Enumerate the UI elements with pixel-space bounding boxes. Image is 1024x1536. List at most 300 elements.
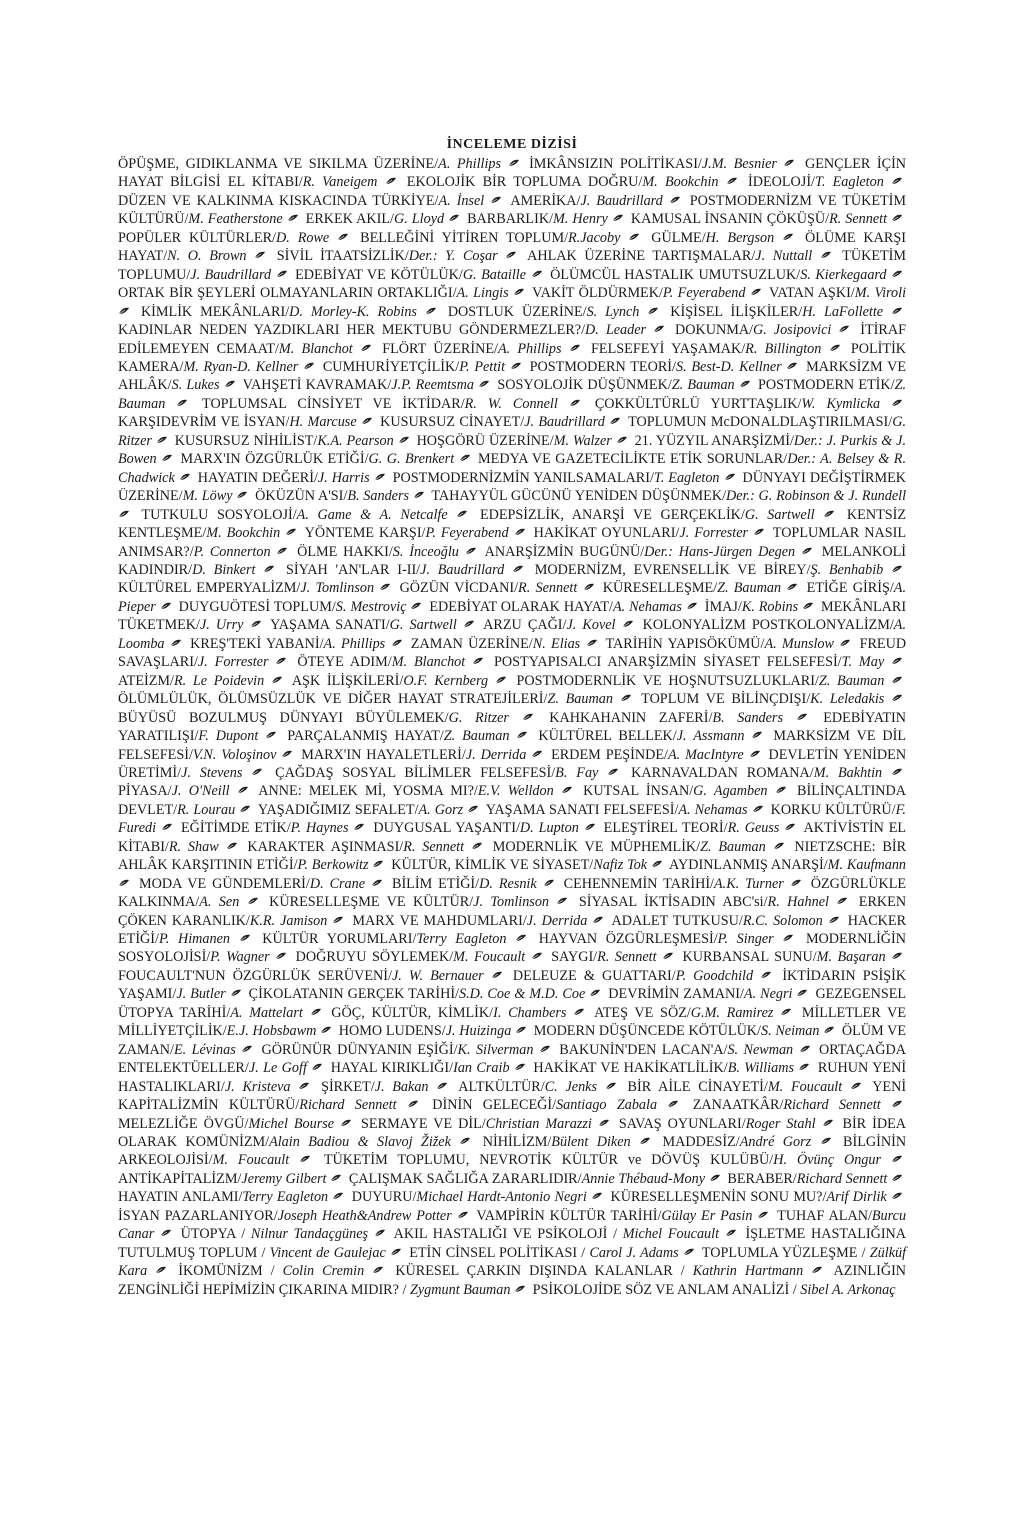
book-author: H. Övünç Ongur: [773, 1152, 882, 1169]
leaf-icon: [118, 507, 133, 524]
leaf-icon: [598, 1116, 613, 1133]
leaf-icon: [753, 525, 768, 542]
book-title: SAVAŞ OYUNLARI/: [618, 1115, 746, 1132]
book-author: P. Himanen: [158, 931, 230, 948]
leaf-icon: [372, 1263, 387, 1280]
leaf-icon: [561, 783, 576, 800]
book-author: R. Vaneigem: [302, 174, 378, 191]
leaf-icon: [620, 691, 635, 708]
book-entry: [494, 654, 884, 670]
book-title: KARNAVALDAN ROMANA/: [631, 764, 814, 781]
book-entry: [118, 1208, 452, 1224]
book-title: POSTMODERNİZM VE TÜKETİM KÜLTÜRÜ/: [118, 192, 907, 228]
book-entry: [651, 230, 774, 246]
book-title: ÖTEYE ADIM/: [297, 654, 392, 671]
book-author: V.N. Voloşinov: [192, 746, 277, 763]
book-entry: [631, 765, 882, 781]
leaf-icon: [798, 1060, 813, 1077]
leaf-icon: [784, 820, 799, 837]
book-entry: [392, 876, 537, 892]
leaf-icon: [505, 248, 520, 265]
book-author: A. Nehamas: [612, 598, 682, 615]
book-entry: [118, 691, 613, 707]
book-title: POSTYAPISALCI ANARŞİZMİN SİYASET FELSEFESİ/: [494, 654, 842, 671]
book-entry: [485, 544, 795, 560]
book-author: D. Leader: [585, 322, 647, 339]
book-title: BİR İDEA OLARAK KOMÜNİZM/: [118, 1115, 906, 1151]
leaf-icon: [522, 710, 537, 727]
leaf-icon: [823, 507, 838, 524]
book-author: Roger Stahl: [745, 1115, 816, 1132]
leaf-icon: [510, 359, 525, 376]
book-author: G. Ritzer: [118, 414, 906, 449]
book-entry: [603, 580, 781, 596]
book-title: KREŞ'TEKİ YABANİ/: [190, 635, 324, 652]
book-entry: [270, 617, 457, 633]
leaf-icon: [160, 599, 175, 616]
book-author: M. Walzer: [553, 432, 612, 449]
book-author: P. Connerton: [193, 543, 271, 560]
leaf-icon: [757, 1208, 772, 1225]
leaf-icon: [838, 322, 853, 339]
book-entry: [380, 414, 605, 430]
book-author: K. Leledakis: [810, 691, 885, 708]
book-title: MARX VE MAHDUMLARI/: [352, 912, 527, 929]
book-entry: [476, 1208, 752, 1224]
book-title: KOLONYALİZM POSTKOLONYALİZM/: [642, 617, 894, 634]
book-author: S. Best-D. Kellner: [675, 358, 782, 375]
leaf-icon: [398, 433, 413, 450]
book-entry: [400, 580, 578, 596]
leaf-icon: [247, 894, 262, 911]
book-author: H. Marcuse: [289, 414, 357, 431]
leaf-icon: [385, 174, 400, 191]
leaf-icon: [410, 599, 425, 616]
book-author: Kathrin Hartmann: [692, 1263, 804, 1280]
leaf-icon: [379, 580, 394, 597]
book-author: J.P. Reemtsma: [391, 377, 474, 394]
book-title: KİŞİSEL İLİŞKİLER/: [670, 303, 803, 320]
leaf-icon: [573, 1005, 588, 1022]
book-entry: [619, 1116, 816, 1132]
leaf-icon: [276, 267, 291, 284]
leaf-icon: [361, 414, 376, 431]
leaf-icon: [586, 636, 601, 653]
book-title: CEHENNEMİN TARİHİ/: [563, 875, 714, 892]
book-author: M. Foucault: [212, 1152, 290, 1169]
book-title: HAKİKAT OYUNLARI/: [533, 525, 680, 542]
leaf-icon: [275, 949, 290, 966]
book-author: P. Singer: [717, 931, 774, 948]
leaf-icon: [891, 1171, 906, 1188]
book-title: KÜRESELLEŞME VE KÜLTÜR/: [269, 894, 474, 911]
leaf-icon: [179, 470, 194, 487]
leaf-icon: [425, 304, 440, 321]
book-author: M. Blanchot: [278, 340, 353, 357]
book-author: A. Gorz: [418, 801, 464, 818]
book-title: KÜLTÜREL BELLEK/: [538, 728, 677, 745]
book-author: Zülküf Kara: [118, 1244, 907, 1280]
leaf-icon: [371, 876, 386, 893]
book-author: M. Kaufmann: [827, 857, 907, 874]
book-author: A.K. Turner: [713, 875, 784, 892]
leaf-icon: [337, 230, 352, 247]
book-entry: [670, 304, 883, 320]
leaf-icon: [686, 599, 701, 616]
book-author: Z. Bauman: [717, 580, 782, 597]
leaf-icon: [340, 1116, 355, 1133]
book-title: DOSTLUK ÜZERİNE/: [447, 303, 587, 320]
book-author: Der.: Hans-Jürgen Degen: [644, 543, 796, 560]
leaf-icon: [829, 341, 844, 358]
book-author: E. Lévinas: [173, 1041, 236, 1058]
book-author: M. Viroli: [854, 285, 907, 302]
book-entry: [178, 1263, 364, 1279]
book-author: D. Lupton: [519, 820, 579, 837]
book-author: A. Lingis: [456, 285, 509, 302]
book-title: MARKSİZM VE AHLÂK/: [118, 358, 907, 394]
book-author: A. Munslow: [764, 635, 834, 652]
book-title: 21. YÜZYIL ANARŞİZMİ/: [634, 432, 794, 449]
leaf-icon: [391, 636, 406, 653]
book-entry: [693, 1097, 881, 1113]
leaf-icon: [459, 1134, 474, 1151]
book-title: VATAN AŞKI/: [768, 285, 855, 302]
book-title: POSTMODERN ETİK/: [758, 377, 895, 394]
leaf-icon: [751, 728, 766, 745]
book-entry: [559, 1042, 793, 1058]
book-author: A. Mattelart: [230, 1004, 303, 1021]
book-title: KUSURSUZ CİNAYET/: [380, 414, 525, 431]
book-title: MEDYA VE GAZETECİLİKTE ETİK SORUNLAR/: [478, 451, 788, 468]
leaf-icon: [531, 747, 546, 764]
book-author: T. Eagleton: [814, 174, 884, 191]
book-entry: [352, 1189, 587, 1205]
book-entry: [769, 285, 906, 301]
book-entry: [534, 1023, 820, 1039]
book-title: DUYGUÖTESİ TOPLUM/: [178, 598, 336, 615]
book-author: Colin Cremin: [282, 1263, 365, 1280]
book-entry: [297, 544, 459, 560]
book-title: ANARŞİZMİN BUGÜNÜ/: [484, 543, 645, 560]
leaf-icon: [251, 765, 266, 782]
book-author: Terry Eagleton: [416, 931, 507, 948]
book-entry: [118, 414, 357, 430]
book-title: TOPLUMLA YÜZLEŞME /: [701, 1244, 870, 1261]
book-author: F. Furedi: [118, 801, 906, 837]
leaf-icon: [891, 654, 906, 671]
book-title: MODERNİZM, EVRENSELLİK VE BİREY/: [534, 561, 811, 578]
book-author: J. Assmann: [676, 728, 745, 745]
leaf-icon: [725, 1226, 740, 1243]
leaf-icon: [332, 1189, 347, 1206]
book-title: PSİKOLOJİDE SÖZ VE ANLAM ANALİZİ /: [532, 1281, 801, 1298]
book-title: ERDEM PEŞİNDE/: [551, 746, 668, 763]
book-title: ALTKÜLTÜR/: [458, 1078, 545, 1095]
book-author: Santiago Zabala: [556, 1097, 658, 1114]
book-entry: [510, 193, 662, 209]
leaf-icon: [531, 267, 546, 284]
book-author: P. Pettit: [459, 358, 506, 375]
book-title: YAŞAMA SANATI FELSEFESİ/: [485, 801, 679, 818]
book-title: MODERNLİĞİN SOSYOLOJİSİ/: [118, 931, 907, 966]
book-author: D. Morley-K. Robins: [289, 303, 417, 320]
book-author: J. Derrida: [465, 746, 527, 763]
book-author: J. Urry: [199, 617, 244, 634]
leaf-icon: [752, 802, 767, 819]
book-entry: [458, 1079, 597, 1095]
leaf-icon: [467, 802, 482, 819]
book-title: TUTKULU SOSYOLOJİ/: [141, 506, 297, 523]
book-author: Der.: G. Robinson & J. Rundell: [726, 488, 907, 505]
book-title: ÇALIŞMAK SAĞLIĞA ZARARLIDIR/: [348, 1170, 582, 1187]
book-title: ÇAĞDAŞ SOSYAL BİLİMLER FELSEFESİ/: [275, 764, 556, 781]
book-entry: [611, 1189, 887, 1205]
book-entry: [118, 322, 646, 338]
book-entry: [255, 488, 409, 504]
book-author: J. Forrester: [197, 654, 269, 671]
book-author: M. Henry: [553, 211, 608, 228]
book-author: R. Billington: [745, 340, 822, 357]
book-title: EDEBİYAT OLARAK HAYAT/: [429, 598, 613, 615]
leaf-icon: [709, 1171, 724, 1188]
book-author: R. W. Connell: [464, 395, 558, 412]
book-entry: [530, 359, 782, 375]
leaf-icon: [226, 839, 241, 856]
book-title: BİLGİNİN ARKEOLOJİSİ/: [118, 1134, 907, 1169]
leaf-icon: [515, 931, 530, 948]
book-title: TOPLUMLAR NASIL ANIMSAR?/: [118, 525, 906, 560]
leaf-icon: [413, 488, 428, 505]
book-author: Ian Craib: [453, 1060, 510, 1077]
leaf-icon: [628, 230, 643, 247]
book-author: T. Eagleton: [653, 469, 720, 486]
book-title: YÖNTEME KARŞI/: [304, 525, 426, 542]
book-title: ÇOKKÜLTÜRLÜ YURTTAŞLIK/: [594, 395, 802, 412]
leaf-icon: [390, 1245, 405, 1262]
book-title: İKTİDARIN PSİŞİK YAŞAMI/: [118, 967, 907, 1003]
book-entry: [497, 377, 734, 393]
book-author: A. Sen: [199, 894, 240, 911]
book-entry: [296, 949, 526, 965]
book-entry: [675, 322, 831, 338]
book-author: F. Dupont: [198, 728, 259, 745]
book-entry: [534, 525, 748, 541]
book-entry: [748, 174, 884, 190]
book-entry: [258, 783, 553, 799]
book-title: ETİĞE GİRİŞ/: [806, 580, 894, 597]
leaf-icon: [285, 525, 300, 542]
book-author: K. Silverman: [457, 1041, 534, 1058]
leaf-icon: [773, 839, 788, 856]
book-title: KÜRESELLEŞME/: [602, 580, 718, 597]
book-entry: [181, 1226, 368, 1242]
leaf-icon: [891, 267, 906, 284]
book-title: POSTMODERNLİK VE HOŞNUTSUZLUKLARI/: [516, 672, 819, 689]
book-entry: [141, 304, 417, 320]
book-entry: [549, 710, 783, 726]
book-title: ORTAK BİR ŞEYLERİ OLMAYANLARIN ORTAKLIĞI/: [118, 285, 457, 302]
book-entry: [321, 1079, 428, 1095]
book-entry: [608, 986, 792, 1002]
leaf-icon: [556, 894, 571, 911]
leaf-icon: [298, 1079, 313, 1096]
book-title: NIETZSCHE: BİR AHLÂK KARŞITININ ETİĞİ/: [118, 838, 907, 874]
leaf-icon: [683, 1245, 698, 1262]
book-title: ARZU ÇAĞI/: [483, 617, 567, 634]
book-entry: [118, 285, 509, 301]
book-title: AHLAK ÜZERİNE TARTIŞMALAR/: [527, 248, 756, 265]
book-entry: [535, 562, 883, 578]
book-author: Ş. Benhabib: [810, 561, 884, 578]
leaf-icon: [465, 544, 480, 561]
leaf-icon: [287, 211, 302, 228]
leaf-icon: [515, 1023, 530, 1040]
leaf-icon: [478, 377, 493, 394]
book-title: KAMUSAL İNSANIN ÇÖKÜŞÜ/: [630, 211, 830, 228]
book-title: MARX'IN HAYALETLERİ/: [301, 746, 466, 763]
leaf-icon: [459, 451, 474, 468]
book-title: MİLLETLER VE MİLLİYETÇİLİK/: [118, 1004, 907, 1040]
book-author: D. Binkert: [192, 561, 256, 578]
book-title: DÜZEN VE KALKINMA KISKACINDA TÜRKİYE/: [118, 192, 439, 209]
book-entry: [727, 1171, 887, 1187]
book-title: TUHAF ALAN/: [777, 1207, 872, 1224]
leaf-icon: [739, 377, 754, 394]
book-title: ÖPÜŞME, GIDIKLANMA VE SIKILMA ÜZERİNE/: [118, 156, 439, 172]
book-title: SİVİL İTAATSİZLİK/: [276, 248, 409, 265]
book-entry: [395, 1263, 803, 1279]
leaf-icon: [823, 1023, 838, 1040]
leaf-icon: [299, 1152, 314, 1169]
book-author: H. Bergson: [705, 229, 775, 246]
book-entry: [249, 986, 586, 1002]
book-entry: [323, 359, 505, 375]
book-title: AKTİVİSTİN EL KİTABI/: [118, 820, 907, 855]
book-title: YAŞAMA SANATI/: [270, 617, 390, 634]
leaf-icon: [543, 876, 558, 893]
book-title: İDEOLOJİ/: [748, 174, 815, 191]
book-entry: [198, 470, 370, 486]
book-title: İMKÂNSIZIN POLİTİKASI/: [529, 156, 702, 172]
leaf-icon: [780, 1005, 795, 1022]
book-title: FELSEFEYİ YAŞAMAK/: [591, 340, 746, 357]
book-author: Richard Sennett: [783, 1097, 881, 1114]
book-title: KUSURSUZ NİHİLİST/: [174, 432, 318, 449]
book-author: Z. Bauman: [547, 691, 613, 708]
book-author: A. MacIntyre: [667, 746, 744, 763]
book-title: FLÖRT ÜZERİNE/: [382, 340, 498, 357]
book-title: SİYASAL İKTİSADIN ABC'si/: [578, 894, 768, 911]
book-entry: [269, 894, 549, 910]
leaf-icon: [839, 636, 854, 653]
book-author: R. Sennett: [403, 838, 465, 855]
leaf-icon: [612, 211, 627, 228]
leaf-icon: [591, 1189, 606, 1206]
book-author: G. Sartwell: [389, 617, 457, 634]
book-list: [118, 156, 906, 1300]
book-entry: [181, 820, 349, 836]
book-title: BİLİM ETİĞİ/: [391, 875, 480, 892]
book-title: ANNE: MELEK Mİ, YOSMA MI?/: [258, 783, 478, 800]
leaf-icon: [850, 1079, 865, 1096]
book-title: MODERNLİK VE MÜPHEMLİK/: [492, 838, 701, 855]
book-title: BERABER/: [727, 1170, 797, 1187]
book-entry: [306, 211, 444, 227]
book-title: ÇİKOLATANIN GERÇEK TARİHİ/: [248, 986, 459, 1003]
book-entry: [305, 525, 509, 541]
book-entry: [631, 211, 887, 227]
book-title: GÖÇ, KÜLTÜR, KİMLİK/: [331, 1004, 494, 1021]
book-author: P. Goodchild: [675, 967, 754, 984]
book-entry: [258, 802, 463, 818]
book-title: DELEUZE & GUATTARI/: [512, 967, 676, 984]
leaf-icon: [782, 931, 797, 948]
book-author: Z. Bauman: [118, 377, 907, 412]
leaf-icon: [639, 1134, 654, 1151]
book-title: AŞK İLİŞKİLERİ/: [291, 672, 404, 689]
book-title: BELLEĞİNİ YİTİREN TOPLUM/: [360, 229, 569, 246]
book-title: TOPLUMUN McDONALDLAŞTIRILMASI/: [628, 414, 893, 431]
book-entry: [331, 1060, 510, 1076]
book-author: A. Phillips: [438, 156, 502, 172]
book-entry: [118, 673, 264, 689]
leaf-icon: [891, 673, 906, 690]
leaf-icon: [891, 765, 906, 782]
book-author: S. İnceoğlu: [392, 543, 459, 560]
book-title: ÖKÜZÜN A'SI/: [255, 488, 348, 505]
leaf-icon: [749, 747, 764, 764]
book-author: P. Feyerabend: [425, 525, 509, 542]
book-author: R. Lourau: [177, 801, 236, 818]
book-title: POPÜLER KÜLTÜRLER/: [118, 229, 276, 246]
book-author: Alain Badiou & Slavoj Žižek: [269, 1134, 451, 1151]
book-title: ATEİZM/: [118, 672, 174, 689]
leaf-icon: [161, 451, 176, 468]
book-entry: [529, 156, 777, 172]
book-title: DUYURU/: [351, 1189, 417, 1206]
leaf-icon: [320, 1023, 335, 1040]
book-author: J. Bakan: [374, 1078, 429, 1095]
leaf-icon: [311, 1060, 326, 1077]
book-author: W. Kymlicka: [801, 395, 881, 412]
leaf-icon: [667, 1097, 682, 1114]
leaf-icon: [811, 1263, 826, 1280]
leaf-icon: [802, 599, 817, 616]
book-title: EDEBİYATIN YARATILIŞI/: [118, 709, 907, 745]
book-title: POSTMODERN TEORİ/: [529, 358, 676, 375]
book-title: ANTİKAPİTALİZM/: [118, 1170, 242, 1187]
book-author: J. Kristeva: [224, 1078, 291, 1095]
book-entry: [262, 1042, 534, 1058]
book-title: HAYATIN DEĞERİ/: [197, 469, 318, 486]
leaf-icon: [592, 913, 607, 930]
leaf-icon: [303, 359, 318, 376]
book-title: PARÇALANMIŞ HAYAT/: [287, 728, 444, 745]
book-entry: [349, 1171, 705, 1187]
book-entry: [483, 1134, 631, 1150]
leaf-icon: [170, 636, 185, 653]
book-author: A. İnsel: [438, 192, 485, 209]
book-entry: [641, 691, 884, 707]
leaf-icon: [531, 949, 546, 966]
leaf-icon: [156, 433, 171, 450]
book-entry: [411, 636, 580, 652]
book-author: M. Löwy: [182, 488, 233, 505]
book-title: RUHUN YENİ HASTALIKLARI/: [118, 1060, 907, 1095]
book-title: ERKEK AKIL/: [305, 211, 394, 228]
book-title: FOUCAULT'NUN ÖZGÜRLÜK SERÜVENİ/: [118, 967, 392, 984]
